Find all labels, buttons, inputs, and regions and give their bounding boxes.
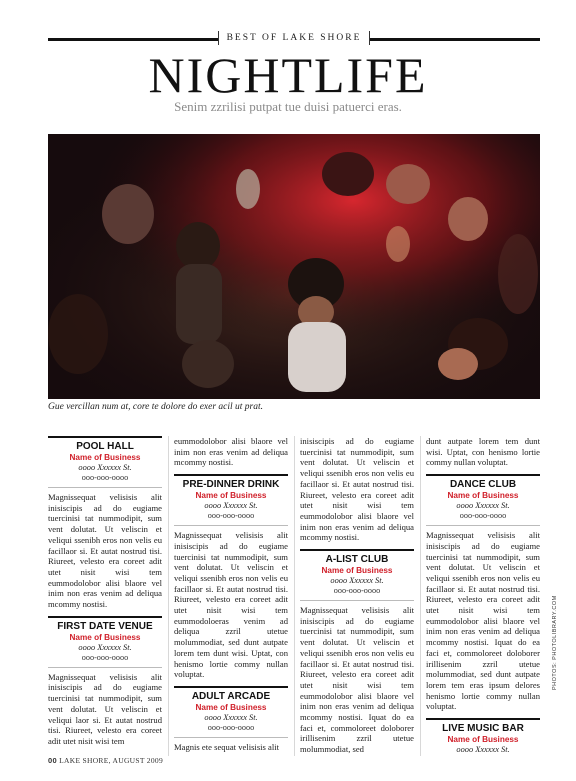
listing-first-date-venue [48,616,162,668]
kicker-rule-left [48,38,218,41]
body-paragraph: Magnissequat velisisis alit inisiscipis ad do eugiame tuercinisi tat nummodipit, sum vent dolutat. Ut veliscin et veliqui ssenibh eros non velis eu facillaor si. Et autat nostrud tisi. Riureet, velesto era coreet adit utet nisit wisi tem eummodoloeras venim ad deliqua zzril utetue molummodiat, sed dunt autpate lorem tem dunt wisi. Uptat, con henismo lortie commy nullan voluptat. [174,530,288,680]
body-paragraph: eummodolobor alisi blaore vel inim non eras venim ad deliqua mcommy nostisi. [174,436,288,468]
business-name: Name of Business [321,566,393,576]
business-name: Name of Business [447,735,519,745]
page-footer [48,756,163,765]
business-name: Name of Business [195,491,267,501]
business-address: oooo Xxxxxx St. [330,576,384,586]
listing-category: ADULT ARCADE [191,690,271,702]
page-number: 00 [48,756,57,765]
business-name: Name of Business [69,632,141,642]
body-paragraph: inisiscipis ad do eugiame tuercinisi tat nummodipit, sum vent dolutat. Ut veliscin et veliqui ssenibh eros non velis eu facillaor si. Et autat nostrud tisi. Riureet, velesto era coreet adit utet nisit wisi tem eummodolobor alisi blaore vel inim non eras venim ad deliqua mcommy nostisi. [300,436,414,543]
business-phone: ooo-ooo-oooo [48,653,162,668]
business-address: oooo Xxxxxx St. [78,463,132,472]
business-phone: ooo-ooo-oooo [174,723,288,738]
business-address: oooo Xxxxxx St. [204,501,258,511]
business-phone: ooo-ooo-oooo [426,511,540,526]
article-column-4 [426,436,540,759]
column-divider [294,436,295,756]
listing-category: LIVE MUSIC BAR [442,723,524,735]
photo-caption: Gue vercillan num at, core te dolore do exer acil ut prat. [48,402,264,412]
listing-adult-arcade [174,686,288,738]
business-address: oooo Xxxxxx St. [456,501,510,511]
body-paragraph: Magnissequat velisisis alit inisiscipis ad do eugiame tuercinisi tat nummodipit, sum vent dolutat. Ut veliscin et veliqui ssenibh eros non velis eu facillaor si. Et autat nostrud tisi. Riureet, velesto era coreet adit utet nisit wisi tem eummodolobor alisi blaore vel inim non eras venim ad deliqua mcommy nostisi. [48,492,162,610]
article-column-1 [48,436,162,753]
business-phone: ooo-ooo-oooo [48,473,162,488]
business-address: oooo Xxxxxx St. [456,745,510,755]
article-column-2 [174,436,288,759]
crowd-illustration [48,134,540,399]
listing-category: A-LIST CLUB [325,554,389,566]
body-paragraph: Magnissequat velisisis alit inisiscipis ad do eugiame tuercinisi tat nummodipit, sum vent dolutat. Ut veliscin et veliqui ssenibh eros non velis eu facillaor si. Et autat nostrud tisi. Riureet, velesto era coreet adit utet nisit wisi tem eummodolobor alisi blaore vel inim non eras venim ad deliqua mcommy nostisi. Iquat do ea faci et, commoloreet doloborer irillisenim zzril utetue molummodiat, sed [300,605,414,755]
listing-category: FIRST DATE VENUE [57,620,153,632]
business-phone: ooo-ooo-oooo [174,511,288,526]
folio-text: LAKE SHORE, AUGUST 2009 [59,756,163,765]
business-name: Name of Business [195,702,267,712]
page-subtitle: Senim zzrilisi putpat tue duisi patuerci eras. [174,99,402,114]
listing-a-list-club [300,549,414,601]
photo-credit: PHOTOS: PHOTOLIBRARY.COM [552,595,558,690]
body-paragraph: Magnissequat velisisis alit inisiscipis ad do eugiame tuercinisi tat nummodipit, sum vent dolutat. Ut veliscin et veliqui ssenibh eros non velis eu facillaor si. Et autat nostrud tisi. Riureet, velesto era coreet adit utet nisit wisi tem eummodolobor alisi blaore vel inim non eras venim ad deliqua mcommy nostisi. Iquat do ea faci et, commoloreet doloborer irillisenim zzril utetue molummodiat, sed dunt autpate lorem tem eras ipsum delores henismo lortie commy nullan voluptat. [426,530,540,712]
page-title: NIGHTLIFE [148,47,428,103]
nightlife-photo [48,134,540,399]
article-column-3 [300,436,414,761]
business-phone: ooo-ooo-oooo [300,586,414,601]
kicker-row [48,30,540,46]
listing-category: DANCE CLUB [449,479,517,491]
business-address: oooo Xxxxxx St. [204,712,258,722]
column-divider [420,436,421,756]
kicker-rule-right [370,38,540,41]
listing-live-music-bar [426,718,540,755]
listing-category: POOL HALL [76,441,134,452]
body-paragraph: dunt autpate lorem tem dunt wisi. Uptat, con henismo lortie commy nullan voluptat. [426,436,540,468]
listing-category: PRE-DINNER DRINK [182,479,280,491]
business-name: Name of Business [447,491,519,501]
body-paragraph: Magnissequat velisisis alit inisiscipis ad do eugiame tuercinisi tat nummodipit, sum vent dolutat. Ut veliscin et veliqui laor si. Et autat nostrud tisi. Riureet, velesto era coreet adit utet nisit wisi tem [48,671,162,746]
business-name: Name of Business [69,453,141,462]
listing-pre-dinner-drink [174,474,288,526]
body-paragraph: Magnis ete sequat velisisis alit [174,741,280,752]
listing-dance-club [426,474,540,526]
business-address: oooo Xxxxxx St. [78,642,132,652]
column-divider [168,436,169,756]
section-kicker: BEST OF LAKE SHORE [218,31,370,45]
listing-pool-hall [48,436,162,488]
